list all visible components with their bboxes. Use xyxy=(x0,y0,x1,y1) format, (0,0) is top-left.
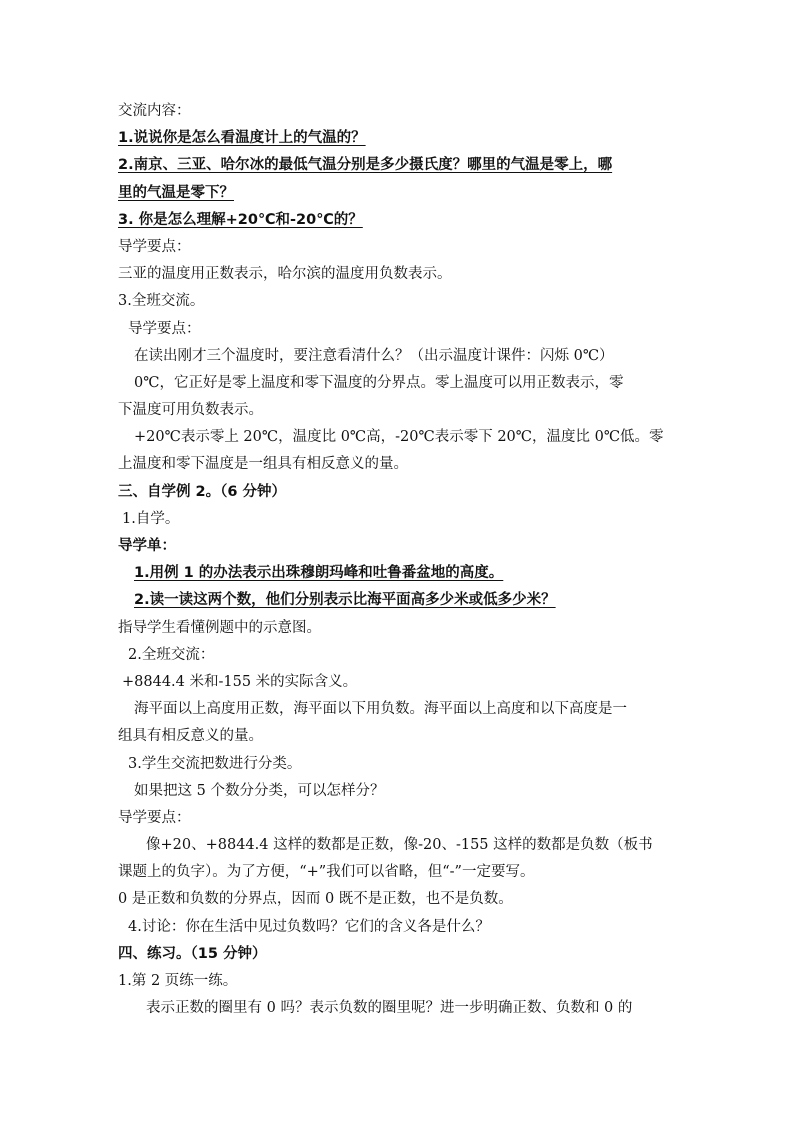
step-heading: 2.全班交流： xyxy=(128,646,215,663)
step-heading: 3.全班交流。 xyxy=(118,293,205,310)
text-line: 上温度和零下温度是一组具有相反意义的量。 xyxy=(118,456,408,473)
text-line: 交流内容： xyxy=(118,103,191,119)
section-label: 导学要点： xyxy=(118,238,191,255)
section-heading-3: 三、自学例 2。（6 分钟） xyxy=(118,483,287,500)
question-1: 1.说说你是怎么看温度计上的气温的？ xyxy=(118,130,366,147)
step-heading: 1.第 2 页练一练。 xyxy=(118,973,238,989)
worksheet-item-1: 1.用例 1 的办法表示出珠穆朗玛峰和吐鲁番盆地的高度。 xyxy=(134,565,504,582)
text-line: 0℃，它正好是零上温度和零下温度的分界点。零上温度可以用正数表示，零 xyxy=(134,374,624,391)
text-line: 海平面以上高度用正数，海平面以下用负数。海平面以上高度和以下高度是一 xyxy=(134,701,627,718)
worksheet-item-2: 2.读一读这两个数，他们分别表示比海平面高多少米或低多少米？ xyxy=(134,592,556,609)
question-2-cont: 里的气温是零下？ xyxy=(118,184,234,201)
text-line: 下温度可用负数表示。 xyxy=(118,402,263,419)
section-heading-4: 四、练习。（15 分钟） xyxy=(118,945,267,962)
text-line: 表示正数的圈里有 0 吗？表示负数的圈里呢？进一步明确正数、负数和 0 的 xyxy=(146,1000,633,1017)
text-line: 课题上的负字）。为了方便，“+”我们可以省略，但“-”一定要写。 xyxy=(118,864,535,881)
text-line: +20℃表示零上 20℃，温度比 0℃高，-20℃表示零下 20℃，温度比 0℃低。零 xyxy=(134,429,664,446)
step-heading: 1.自学。 xyxy=(122,510,180,527)
text-line: 三亚的温度用正数表示，哈尔滨的温度用负数表示。 xyxy=(118,266,452,283)
section-label: 导学要点： xyxy=(118,809,191,826)
text-line: 0 是正数和负数的分界点，因而 0 既不是正数，也不是负数。 xyxy=(118,891,513,908)
text-line: +8844.4 米和-155 米的实际含义。 xyxy=(122,673,358,690)
document-body xyxy=(118,98,678,1022)
step-heading: 4.讨论：你在生活中见过负数吗？它们的含义各是什么？ xyxy=(128,918,490,935)
text-line: 如果把这 5 个数分分类，可以怎样分？ xyxy=(134,782,385,799)
question-2: 2.南京、三亚、哈尔冰的最低气温分别是多少摄氏度？哪里的气温是零上，哪 xyxy=(118,157,613,174)
text-line: 组具有相反意义的量。 xyxy=(118,728,263,745)
worksheet-label: 导学单： xyxy=(118,538,176,554)
text-line: 指导学生看懂例题中的示意图。 xyxy=(118,619,321,636)
question-3: 3. 你是怎么理解+20℃和-20℃的？ xyxy=(118,211,363,228)
text-line: 像+20、+8844.4 这样的数都是正数，像-20、-155 这样的数都是负数（板书 xyxy=(146,837,653,854)
text-line: 在读出刚才三个温度时，要注意看清什么？（出示温度计课件：闪烁 0℃） xyxy=(134,347,614,364)
section-label: 导学要点： xyxy=(128,320,201,337)
step-heading: 3.学生交流把数进行分类。 xyxy=(128,755,302,772)
